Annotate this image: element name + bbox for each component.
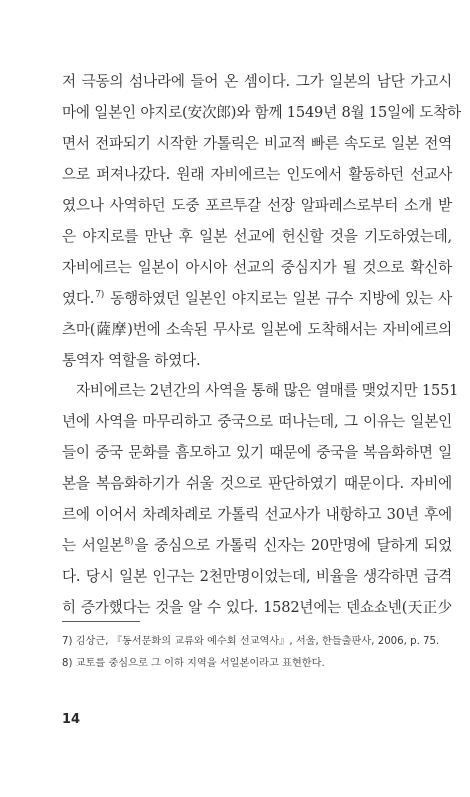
text-line: 자비에르는 일본이 아시아 선교의 중심지가 될 것으로 확신하 — [62, 259, 452, 276]
text-line: 으로 퍼져나갔다. 원래 자비에르는 인도에서 활동하던 선교사 — [62, 166, 452, 183]
text-line: 츠마(薩摩)번에 소속된 무사로 일본에 도착해서는 자비에르의 — [62, 321, 452, 338]
text-line: 마에 일본인 야지로(安次郎)와 함께 1549년 8월 15일에 도착하 — [62, 104, 461, 121]
text-line: 년에 사역을 마무리하고 중국으로 떠나는데, 그 이유는 일본인 — [62, 413, 452, 430]
paragraph-2 — [62, 375, 459, 623]
paragraph-1 — [62, 66, 461, 376]
footnotes — [62, 631, 452, 675]
text-line: 면서 전파되기 시작한 가톨릭은 비교적 빠른 속도로 일본 전역 — [62, 135, 452, 152]
text-line: 였으나 사역하던 도중 포르투갈 선장 알파레스로부터 소개 받 — [62, 197, 452, 214]
text-line: 은 야지로를 만난 후 일본 선교에 헌신할 것을 기도하였는데, — [62, 228, 452, 245]
footnote-ref-7: 7) — [95, 290, 105, 300]
footnote-7: 7) 김상근, 『동서문화의 교류와 예수회 선교역사』, 서울, 한들출판사, 2006, p. 75. — [62, 636, 440, 647]
text-line: 통역자 역할을 하였다. — [62, 352, 201, 369]
line-text-before: 는 서일본 — [62, 537, 124, 554]
footnote-divider — [62, 621, 140, 622]
text-line: 들이 중국 문화를 흠모하고 있기 때문에 중국을 복음화하면 일 — [62, 444, 452, 461]
text-line: 다. 당시 일본 인구는 2천만명이었는데, 비율을 생각하면 급격 — [62, 568, 452, 585]
footnote-8: 8) 교토를 중심으로 그 이하 지역을 서일본이라고 표현한다. — [62, 658, 325, 669]
line-text-after: 동행하였던 일본인 야지로는 일본 규수 지방에 있는 사 — [105, 290, 452, 307]
line-text-before: 였다. — [62, 290, 95, 307]
text-line-with-footnote-ref — [62, 283, 452, 314]
text-line: 본을 복음화하기가 쉬울 것으로 판단하였기 때문이다. 자비에 — [62, 475, 452, 492]
line-text-after: 을 중심으로 가톨릭 신자는 20만명에 달하게 되었 — [134, 537, 453, 554]
text-line: 자비에르는 2년간의 사역을 통해 많은 열매를 맺었지만 1551 — [76, 382, 459, 399]
footnote-ref-8: 8) — [124, 537, 134, 547]
text-line: 히 증가했다는 것을 알 수 있다. 1582년에는 덴쇼쇼넨(天正少 — [62, 599, 452, 616]
text-line-with-footnote-ref — [62, 530, 452, 561]
text-line: 저 극동의 섬나라에 들어 온 셈이다. 그가 일본의 남단 가고시 — [62, 73, 452, 90]
page-number: 14 — [62, 712, 81, 727]
text-line: 르에 이어서 차례차례로 가톨릭 선교사가 내항하고 30년 후에 — [62, 506, 452, 523]
